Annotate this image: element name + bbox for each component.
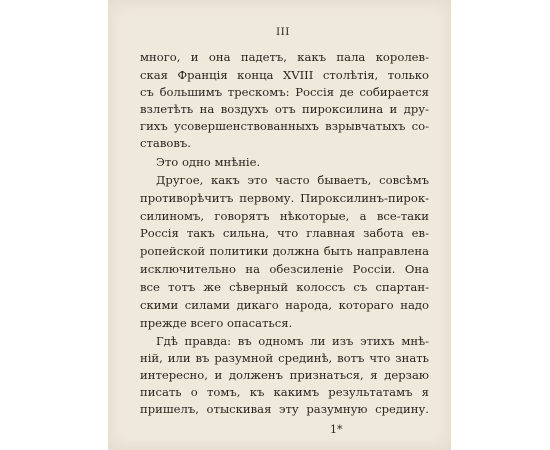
text-line-14: все тотъ же сѣверный колоссъ съ спартан-: [140, 280, 429, 294]
text-line-12: ропейской политики должна быть направлена: [140, 244, 429, 258]
text-line-9: противорѣчитъ первому. Пироксилинъ-пирок-: [140, 191, 429, 205]
book-page: [108, 0, 451, 450]
text-line-18: нiй, или въ разумной срединѣ, вотъ что знать: [140, 351, 429, 365]
text-line-1: много, и она падетъ, какъ пала королев-: [140, 50, 429, 64]
text-line-7: Это одно мнѣнiе.: [156, 155, 261, 169]
text-line-13: исключительно на обезсиленiе Россiи. Она: [140, 262, 429, 276]
text-line-10: силиномъ, говорятъ нѣкоторые, а все-таки: [140, 209, 429, 223]
text-line-5: гихъ усовершенствованныхъ взрывчатыхъ со-: [140, 119, 429, 133]
text-line-17: Гдѣ правда: въ одномъ ли изъ этихъ мнѣ-: [156, 334, 429, 348]
text-line-2: ская Францiя конца XVIII столѣтiя, только: [140, 68, 429, 82]
text-line-4: взлетѣть на воздухъ отъ пироксилина и дру-: [140, 102, 429, 116]
text-line-20: писать о томъ, къ какимъ результатамъ я: [140, 385, 429, 399]
text-line-19: интересно, и долженъ признаться, я дерзаю: [140, 368, 429, 382]
page-number: III: [276, 26, 290, 38]
text-line-11: Россiя такъ сильна, что главная забота ев-: [140, 226, 429, 240]
text-line-21: пришелъ, отыскивая эту разумную средину.: [140, 402, 429, 416]
text-line-15: скими силами дикаго народа, котораго надо: [140, 298, 429, 312]
text-line-8: Другое, какъ это часто бываетъ, совсѣмъ: [156, 173, 429, 187]
text-line-3: съ большимъ трескомъ: Россiя де собирается: [140, 85, 429, 99]
signature-mark: 1*: [330, 423, 343, 436]
text-line-6: ставовъ.: [140, 136, 191, 150]
text-line-16: прежде всего опасаться.: [140, 316, 293, 330]
